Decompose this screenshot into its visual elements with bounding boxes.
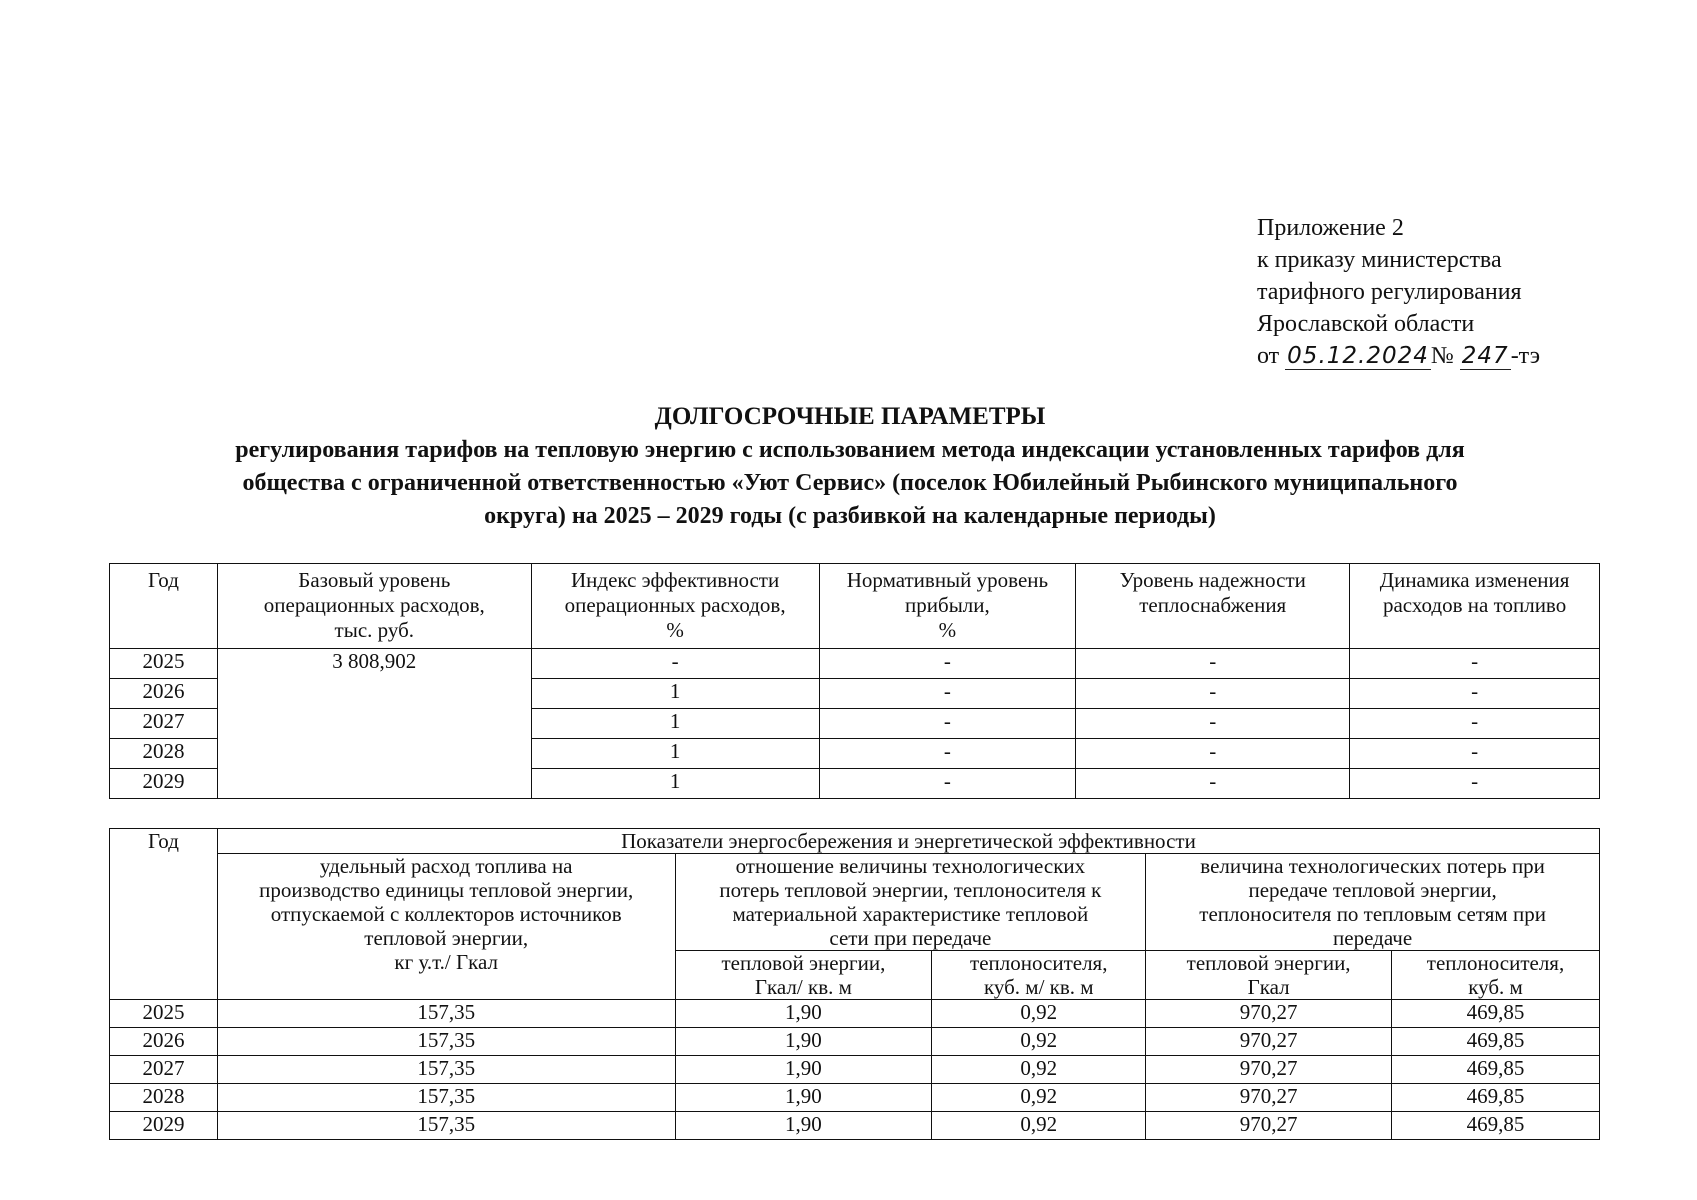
header-fuel-consumption — [217, 854, 675, 1000]
header-line: отпускаемой с коллекторов источников — [270, 902, 622, 926]
header-line: % — [938, 618, 957, 642]
cell-profit-level: - — [819, 649, 1076, 679]
cell-efficiency-index: - — [531, 649, 819, 679]
cell-fuel-consumption: 157,35 — [217, 1000, 675, 1028]
subheader-carrier-loss — [1392, 951, 1600, 1000]
cell-heat-loss: 970,27 — [1146, 1028, 1392, 1056]
cell-year: 2029 — [110, 769, 218, 799]
cell-carrier-loss: 469,85 — [1392, 1084, 1600, 1112]
cell-reliability: - — [1076, 649, 1350, 679]
header-line: Базовый уровень — [298, 568, 451, 592]
header-line: материальной характеристике тепловой — [732, 902, 1089, 926]
cell-fuel-dynamics: - — [1350, 709, 1600, 739]
cell-year: 2027 — [110, 1056, 218, 1084]
cell-heat-ratio: 1,90 — [675, 1084, 932, 1112]
header-line: передаче тепловой энергии, — [1248, 878, 1497, 902]
header-line: тепловой энергии, — [364, 926, 529, 950]
appendix-block — [1257, 212, 1540, 372]
cell-profit-level: - — [819, 739, 1076, 769]
header-line: Уровень надежности — [1119, 568, 1306, 592]
header-efficiency-index — [531, 564, 819, 649]
cell-heat-ratio: 1,90 — [675, 1000, 932, 1028]
handwritten-number: 247 — [1461, 343, 1509, 369]
cell-heat-ratio: 1,90 — [675, 1056, 932, 1084]
document-title — [110, 400, 1590, 533]
cell-fuel-dynamics: - — [1350, 739, 1600, 769]
cell-heat-loss: 970,27 — [1146, 1084, 1392, 1112]
header-line: куб. м/ кв. м — [983, 975, 1094, 999]
header-line: теплоснабжения — [1139, 593, 1287, 617]
header-line: тыс. руб. — [334, 618, 415, 642]
header-line: удельный расход топлива на — [319, 854, 573, 878]
table-header-row — [110, 829, 1600, 854]
cell-fuel-dynamics: - — [1350, 769, 1600, 799]
cell-carrier-loss: 469,85 — [1392, 1000, 1600, 1028]
header-line: теплоносителя по тепловым сетям при — [1199, 902, 1546, 926]
cell-reliability: - — [1076, 739, 1350, 769]
header-reliability — [1076, 564, 1350, 649]
header-line: сети при передаче — [829, 926, 992, 950]
header-line: Гкал — [1247, 975, 1290, 999]
cell-year: 2027 — [110, 709, 218, 739]
handwritten-date: 05.12.2024 — [1287, 343, 1429, 369]
cell-fuel-consumption: 157,35 — [217, 1112, 675, 1140]
table-row — [110, 1112, 1600, 1140]
header-year: Год — [110, 829, 218, 1000]
header-loss-ratio — [675, 854, 1146, 951]
cell-heat-ratio: 1,90 — [675, 1112, 932, 1140]
cell-year: 2026 — [110, 1028, 218, 1056]
cell-efficiency-index: 1 — [531, 679, 819, 709]
header-line: % — [666, 618, 684, 642]
header-line: Гкал/ кв. м — [754, 975, 852, 999]
subheader-heat-ratio — [675, 951, 932, 1000]
cell-heat-loss: 970,27 — [1146, 1000, 1392, 1028]
cell-carrier-ratio: 0,92 — [932, 1112, 1146, 1140]
cell-reliability: - — [1076, 769, 1350, 799]
header-energy-efficiency-group: Показатели энергосбережения и энергетической эффективности — [217, 829, 1599, 854]
cell-carrier-ratio: 0,92 — [932, 1084, 1146, 1112]
date-prefix: от — [1257, 343, 1280, 369]
cell-heat-loss: 970,27 — [1146, 1112, 1392, 1140]
header-line: куб. м — [1468, 975, 1523, 999]
cell-carrier-loss: 469,85 — [1392, 1112, 1600, 1140]
cell-carrier-loss: 469,85 — [1392, 1028, 1600, 1056]
table-header-row — [110, 854, 1600, 951]
header-line: операционных расходов, — [564, 593, 786, 617]
title-subtitle-line: регулирования тарифов на тепловую энергию с использованием метода индексации установленных тарифов для — [235, 437, 1465, 463]
header-base-level — [217, 564, 531, 649]
cell-fuel-consumption: 157,35 — [217, 1028, 675, 1056]
subheader-heat-loss — [1146, 951, 1392, 1000]
title-subtitle-line: округа) на 2025 – 2029 годы (с разбивкой на календарные периоды) — [484, 503, 1216, 529]
cell-heat-loss: 970,27 — [1146, 1056, 1392, 1084]
cell-fuel-dynamics: - — [1350, 679, 1600, 709]
header-line: потерь тепловой энергии, теплоносителя к — [719, 878, 1102, 902]
header-line: теплоносителя, — [970, 951, 1108, 975]
cell-fuel-dynamics: - — [1350, 649, 1600, 679]
long-term-parameters-table — [109, 563, 1600, 799]
cell-carrier-loss: 469,85 — [1392, 1056, 1600, 1084]
title-subtitle-line: общества с ограниченной ответственностью «Уют Сервис» (поселок Юбилейный Рыбинского муниципального — [242, 470, 1458, 496]
cell-profit-level: - — [819, 709, 1076, 739]
cell-year: 2029 — [110, 1112, 218, 1140]
cell-year: 2028 — [110, 1084, 218, 1112]
cell-profit-level: - — [819, 679, 1076, 709]
header-line: тепловой энергии, — [1186, 951, 1351, 975]
header-line: Динамика изменения — [1379, 568, 1570, 592]
cell-carrier-ratio: 0,92 — [932, 1028, 1146, 1056]
header-line: операционных расходов, — [263, 593, 485, 617]
header-line: Год — [148, 568, 179, 592]
header-year — [110, 564, 218, 649]
cell-year: 2025 — [110, 1000, 218, 1028]
header-line: теплоносителя, — [1426, 951, 1565, 975]
cell-base-level: 3 808,902 — [217, 649, 531, 799]
cell-year: 2028 — [110, 739, 218, 769]
header-line: тепловой энергии, — [721, 951, 886, 975]
appendix-line: тарифного регулирования — [1257, 279, 1522, 305]
appendix-line: к приказу министерства — [1257, 247, 1502, 273]
header-line: расходов на топливо — [1382, 593, 1567, 617]
title-main: ДОЛГОСРОЧНЫЕ ПАРАМЕТРЫ — [654, 403, 1046, 430]
table-row — [110, 1056, 1600, 1084]
header-line: передаче — [1333, 926, 1413, 950]
cell-efficiency-index: 1 — [531, 709, 819, 739]
table-row — [110, 1000, 1600, 1028]
cell-reliability: - — [1076, 709, 1350, 739]
header-profit-level — [819, 564, 1076, 649]
cell-profit-level: - — [819, 769, 1076, 799]
cell-efficiency-index: 1 — [531, 739, 819, 769]
header-line: величина технологических потерь при — [1200, 854, 1545, 878]
cell-carrier-ratio: 0,92 — [932, 1056, 1146, 1084]
header-line: Индекс эффективности — [570, 568, 780, 592]
header-line: Нормативный уровень — [846, 568, 1049, 592]
appendix-line: Ярославской области — [1257, 311, 1475, 337]
header-line: прибыли, — [905, 593, 990, 617]
energy-efficiency-table — [109, 828, 1600, 1140]
subheader-carrier-ratio — [932, 951, 1146, 1000]
table-row — [110, 649, 1600, 679]
table-header-row — [110, 564, 1600, 649]
cell-carrier-ratio: 0,92 — [932, 1000, 1146, 1028]
cell-fuel-consumption: 157,35 — [217, 1084, 675, 1112]
cell-efficiency-index: 1 — [531, 769, 819, 799]
cell-heat-ratio: 1,90 — [675, 1028, 932, 1056]
cell-reliability: - — [1076, 679, 1350, 709]
header-line: отношение величины технологических — [735, 854, 1086, 878]
table-row — [110, 1084, 1600, 1112]
header-loss-amount — [1146, 854, 1600, 951]
header-line: производство единицы тепловой энергии, — [259, 878, 634, 902]
appendix-line: Приложение 2 — [1257, 215, 1404, 241]
cell-year: 2025 — [110, 649, 218, 679]
order-date-line — [1257, 340, 1540, 372]
cell-year: 2026 — [110, 679, 218, 709]
header-line: кг у.т./ Гкал — [394, 950, 499, 974]
table-row — [110, 1028, 1600, 1056]
number-sign: № — [1430, 343, 1454, 369]
header-fuel-dynamics — [1350, 564, 1600, 649]
cell-fuel-consumption: 157,35 — [217, 1056, 675, 1084]
number-suffix: -тэ — [1510, 343, 1541, 369]
